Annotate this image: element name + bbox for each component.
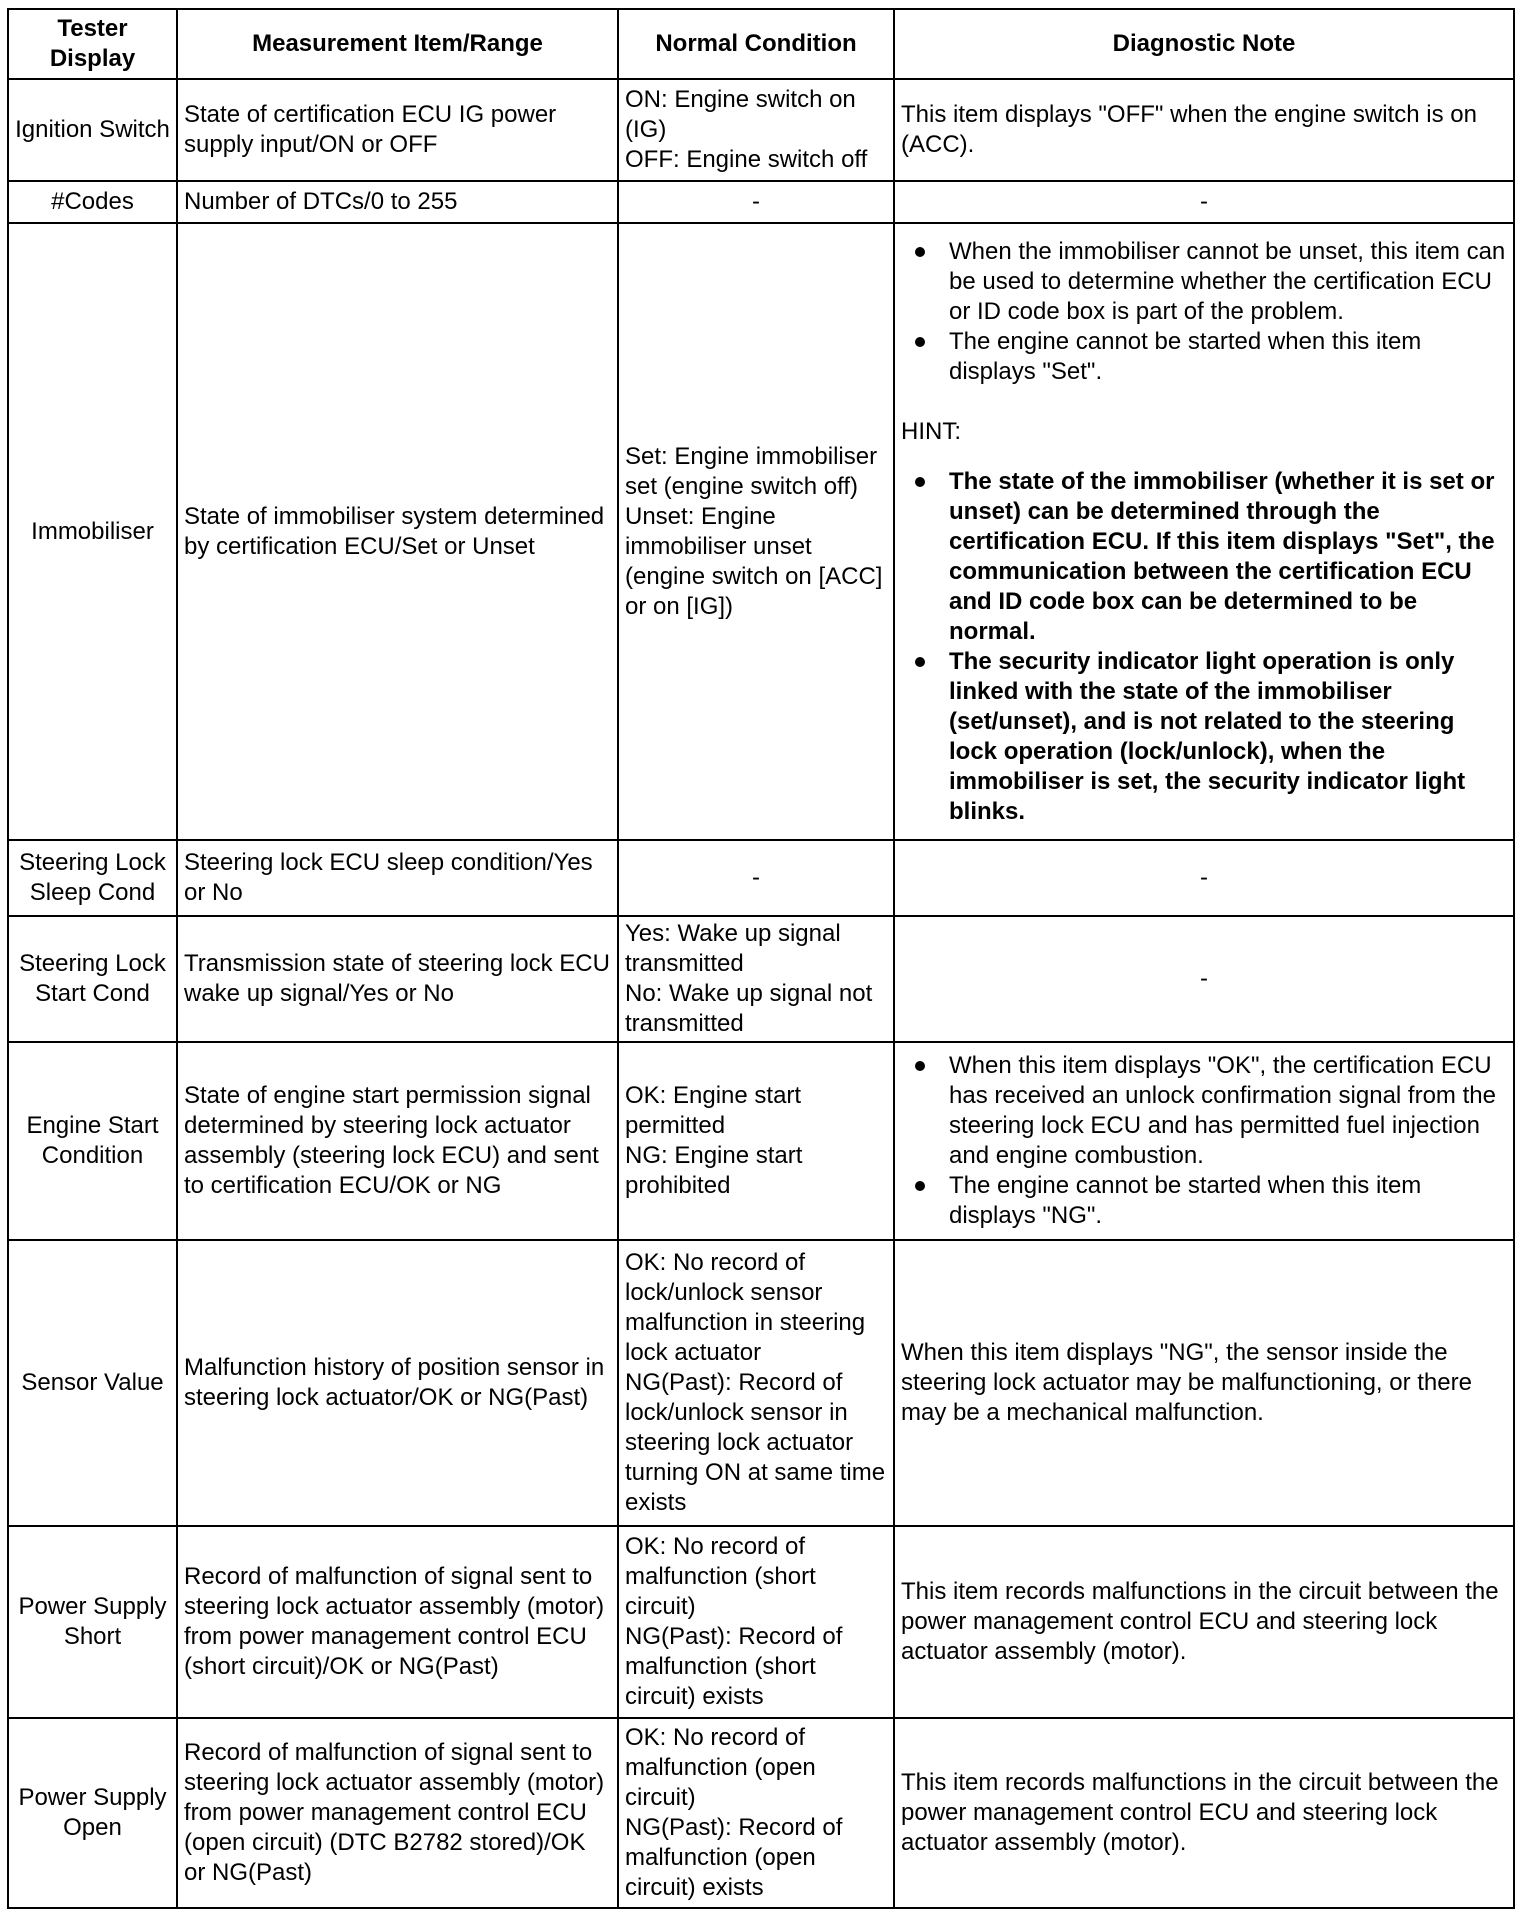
normal-condition-cell <box>618 1526 894 1718</box>
table-row <box>8 223 1514 840</box>
normal-line: OK: No record of lock/unlock sensor malfunction in steering lock actuator <box>625 1249 866 1366</box>
header-measurement: Measurement Item/Range <box>177 9 618 79</box>
measurement-cell: Malfunction history of position sensor in steering lock actuator/OK or NG(Past) <box>177 1240 618 1526</box>
normal-condition-cell <box>618 223 894 840</box>
normal-condition-cell <box>618 916 894 1042</box>
table-row <box>8 1042 1514 1240</box>
table-row <box>8 1718 1514 1908</box>
normal-condition-cell <box>618 1240 894 1526</box>
measurement-cell: Steering lock ECU sleep condition/Yes or No <box>177 840 618 916</box>
note-bullet: When the immobiliser cannot be unset, this item can be used to determine whether the certification ECU or ID code box is part of the problem. <box>949 237 1506 325</box>
hint-label: HINT: <box>901 417 961 445</box>
tester-display-cell: Sensor Value <box>8 1240 177 1526</box>
diagnostic-note-cell: - <box>894 840 1514 916</box>
tester-display-cell: Steering Lock Start Cond <box>8 916 177 1042</box>
measurement-cell: Transmission state of steering lock ECU wake up signal/Yes or No <box>177 916 618 1042</box>
diagnostic-note-cell: This item records malfunctions in the circuit between the power management control ECU and steering lock actuator assembly (motor). <box>894 1718 1514 1908</box>
measurement-cell: State of certification ECU IG power supply input/ON or OFF <box>177 79 618 181</box>
measurement-cell: Record of malfunction of signal sent to steering lock actuator assembly (motor) from power management control ECU (open circuit) (DTC B2782 stored)/OK or NG(Past) <box>177 1718 618 1908</box>
normal-line: OK: No record of malfunction (open circuit) <box>625 1724 816 1811</box>
table-row <box>8 79 1514 181</box>
tester-display-cell: #Codes <box>8 181 177 223</box>
measurement-cell: State of immobiliser system determined by certification ECU/Set or Unset <box>177 223 618 840</box>
normal-line: Set: Engine immobiliser set (engine switch off) <box>625 442 878 500</box>
hint-bullet: The state of the immobiliser (whether it is set or unset) can be determined through the certification ECU. If this item displays "Set", the communication between the certification ECU and ID code box can be determined to be normal. <box>949 467 1507 647</box>
normal-condition-cell <box>618 79 894 181</box>
hint-bullet-list <box>901 467 1507 827</box>
note-bullet: The engine cannot be started when this item displays "Set". <box>949 327 1507 387</box>
measurement-cell: State of engine start permission signal determined by steering lock actuator assembly (steering lock ECU) and sent to certification ECU/OK or NG <box>177 1042 618 1240</box>
header-normal-condition: Normal Condition <box>618 9 894 79</box>
normal-line: OFF: Engine switch off <box>625 146 868 173</box>
normal-line: NG(Past): Record of lock/unlock sensor in steering lock actuator turning ON at same time exists <box>625 1369 886 1516</box>
data-list-table-container <box>7 8 1513 1906</box>
header-row <box>8 9 1514 79</box>
hint-bullet: The security indicator light operation is only linked with the state of the immobiliser (set/unset), and is not related to the steering lock operation (lock/unlock), when the immobiliser is set, the security indicator light blinks. <box>949 647 1507 827</box>
diagnostic-note-cell: - <box>894 181 1514 223</box>
header-tester-display: Tester Display <box>8 9 177 79</box>
note-bullet-list <box>901 1051 1507 1231</box>
normal-line: Yes: Wake up signal transmitted <box>625 920 841 977</box>
diagnostic-note-cell: When this item displays "NG", the sensor inside the steering lock actuator may be malfunctioning, or there may be a mechanical malfunction. <box>894 1240 1514 1526</box>
header-diagnostic-note: Diagnostic Note <box>894 9 1514 79</box>
measurement-cell: Record of malfunction of signal sent to steering lock actuator assembly (motor) from power management control ECU (short circuit)/OK or NG(Past) <box>177 1526 618 1718</box>
table-row <box>8 840 1514 916</box>
normal-line: OK: Engine start permitted <box>625 1082 802 1139</box>
note-bullet-list <box>901 237 1507 387</box>
normal-condition-cell <box>618 1042 894 1240</box>
table-row <box>8 1240 1514 1526</box>
normal-condition-cell: - <box>618 840 894 916</box>
normal-line: NG: Engine start prohibited <box>625 1142 803 1199</box>
tester-display-cell: Steering Lock Sleep Cond <box>8 840 177 916</box>
note-bullet: When this item displays "OK", the certification ECU has received an unlock confirmation signal from the steering lock ECU and has permitted fuel injection and engine combustion. <box>949 1051 1507 1171</box>
diagnostic-note-cell <box>894 1042 1514 1240</box>
diagnostic-note-cell: - <box>894 916 1514 1042</box>
table-row <box>8 1526 1514 1718</box>
normal-line: ON: Engine switch on (IG) <box>625 86 856 143</box>
tester-display-cell: Power Supply Open <box>8 1718 177 1908</box>
tester-display-cell: Ignition Switch <box>8 79 177 181</box>
normal-line: OK: No record of malfunction (short circuit) <box>625 1533 816 1620</box>
note-bullet: The engine cannot be started when this item displays "NG". <box>949 1171 1507 1231</box>
normal-line: No: Wake up signal not transmitted <box>625 980 873 1037</box>
diagnostic-note-cell: This item displays "OFF" when the engine switch is on (ACC). <box>894 79 1514 181</box>
tester-display-cell: Power Supply Short <box>8 1526 177 1718</box>
diagnostic-note-cell <box>894 223 1514 840</box>
normal-line: NG(Past): Record of malfunction (open circuit) exists <box>625 1814 843 1901</box>
tester-display-cell: Immobiliser <box>8 223 177 840</box>
table-row <box>8 916 1514 1042</box>
data-list-table <box>7 8 1515 1909</box>
diagnostic-note-cell: This item records malfunctions in the circuit between the power management control ECU and steering lock actuator assembly (motor). <box>894 1526 1514 1718</box>
measurement-cell: Number of DTCs/0 to 255 <box>177 181 618 223</box>
normal-condition-cell <box>618 1718 894 1908</box>
normal-line: Unset: Engine immobiliser unset (engine switch on [ACC] or on [IG]) <box>625 502 883 620</box>
normal-line: NG(Past): Record of malfunction (short circuit) exists <box>625 1623 843 1710</box>
tester-display-cell: Engine Start Condition <box>8 1042 177 1240</box>
table-row <box>8 181 1514 223</box>
normal-condition-cell: - <box>618 181 894 223</box>
